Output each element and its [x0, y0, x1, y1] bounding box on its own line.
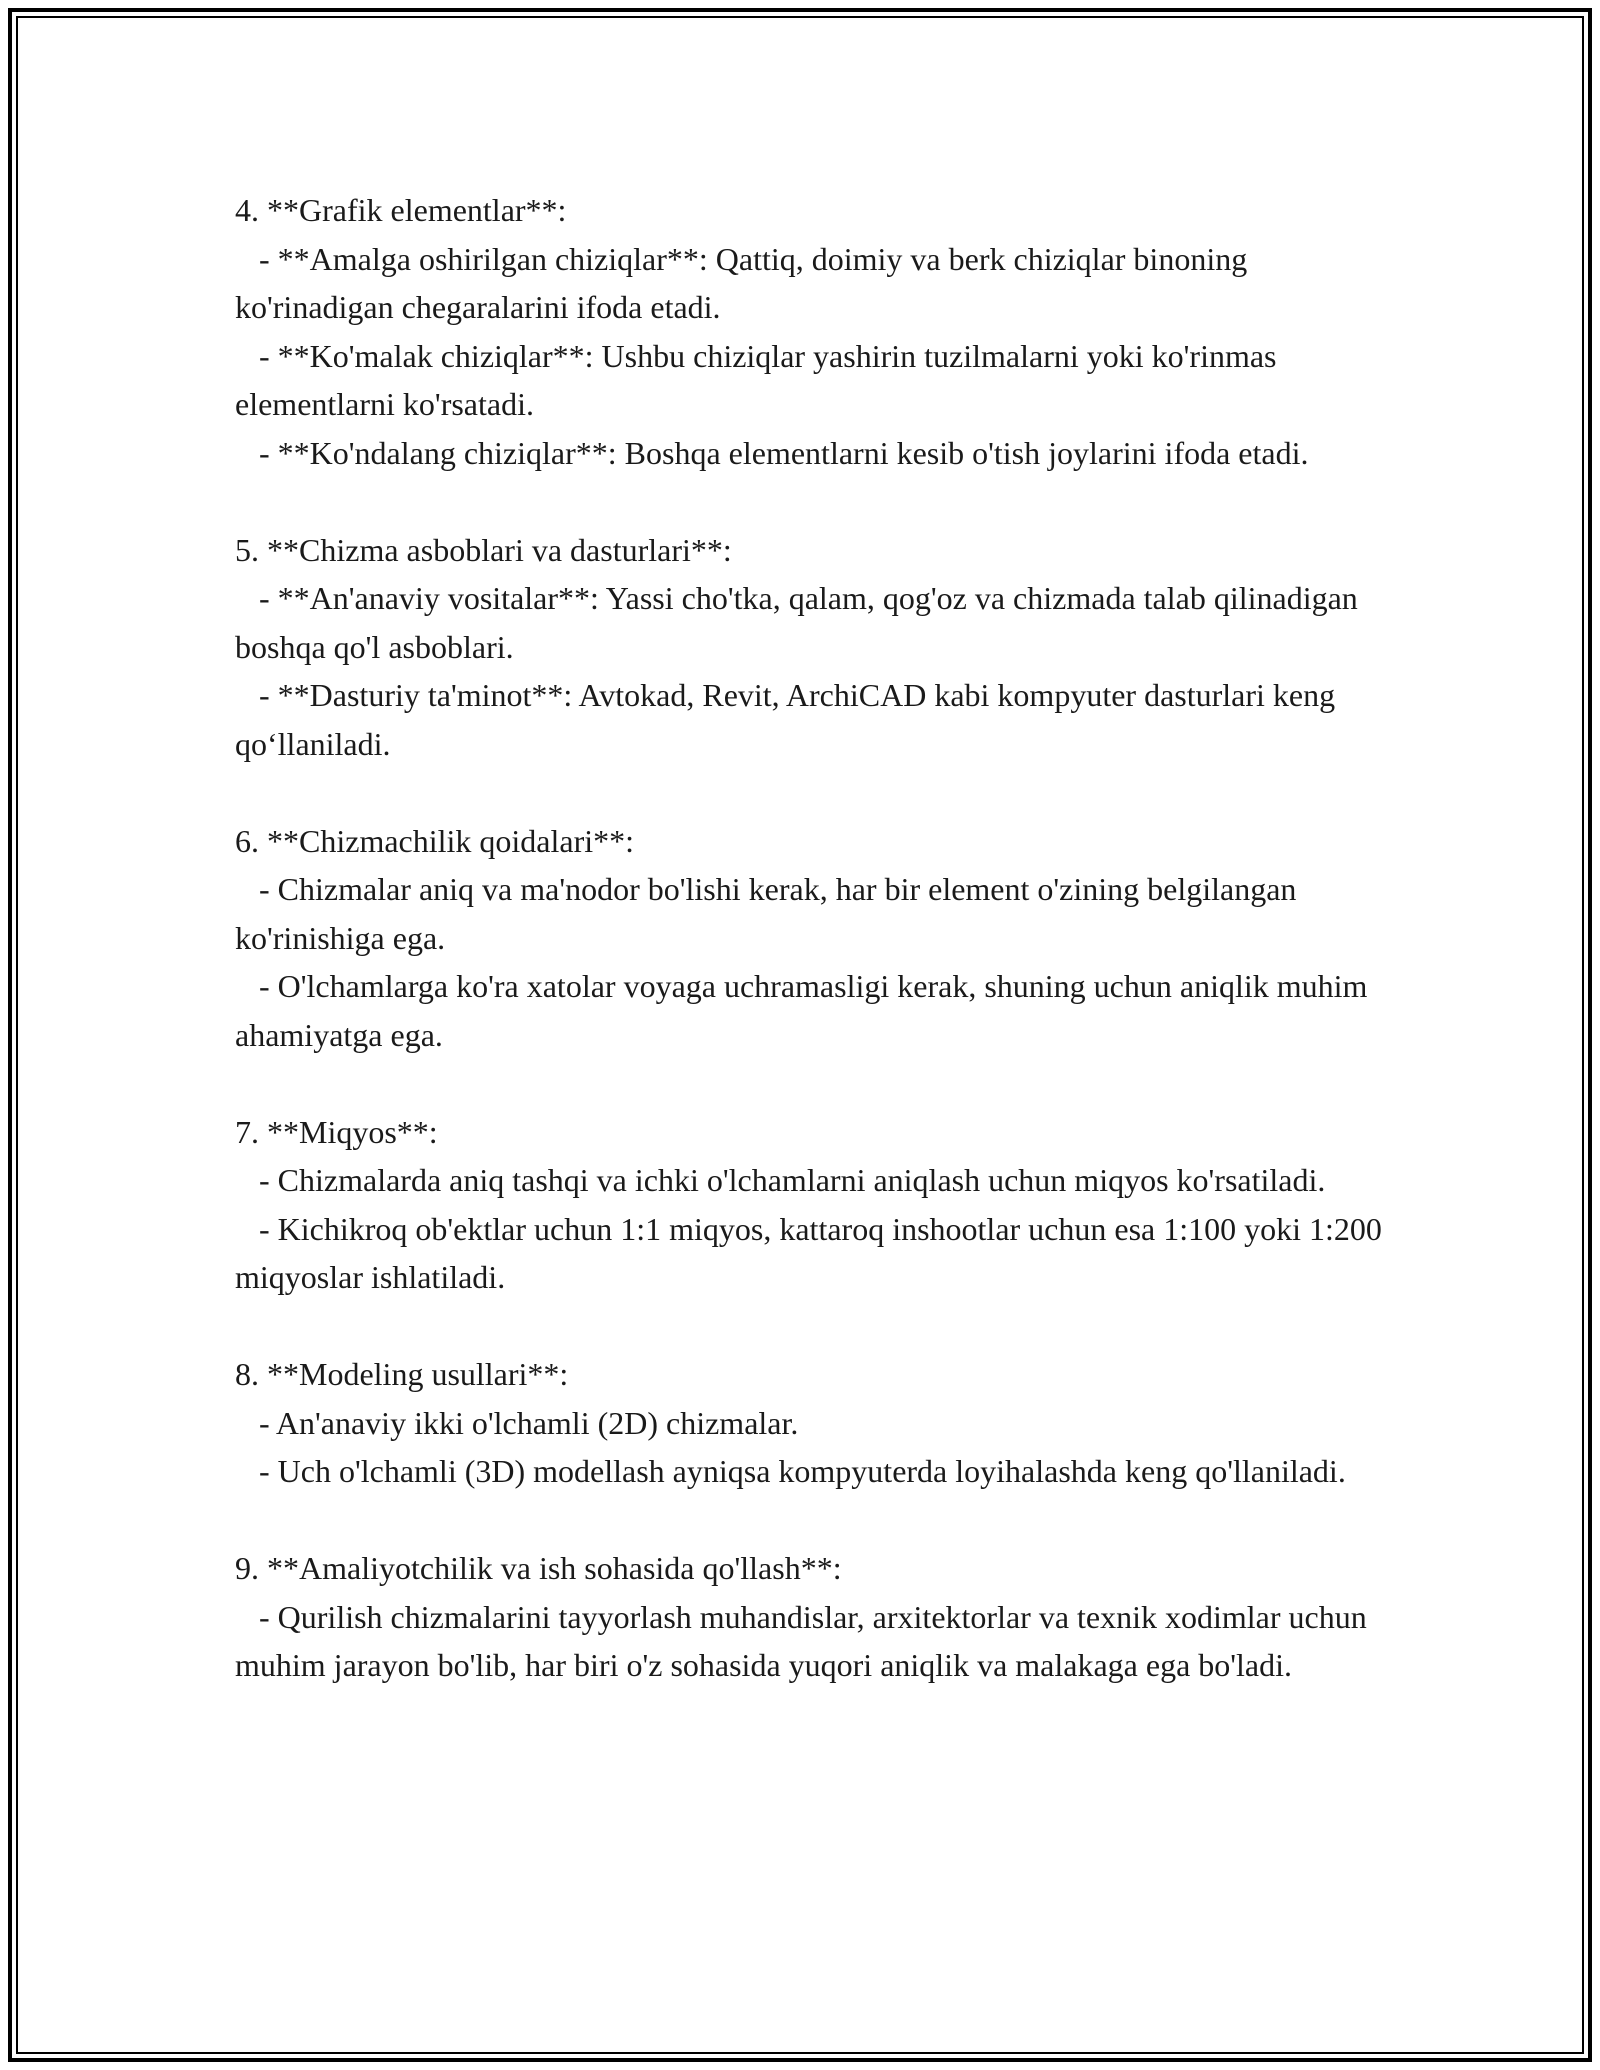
list-item: - An'anaviy ikki o'lchamli (2D) chizmalar. [235, 1404, 799, 1441]
list-item: - **Amalga oshirilgan chiziqlar**: Qattiq, doimiy va berk chiziqlar binoning ko'rinadigan chegaralarini ifoda etadi. [235, 240, 1256, 325]
section-6 [235, 817, 1410, 1060]
section-heading: 8. **Modeling usullari**: [235, 1356, 569, 1392]
section-heading: 7. **Miqyos**: [235, 1113, 438, 1150]
list-item: - Uch o'lchamli (3D) modellash ayniqsa kompyuterda loyihalashda keng qo'llaniladi. [235, 1453, 1346, 1489]
list-item: - **An'anaviy vositalar**: Yassi cho'tka, qalam, qog'oz va chizmada talab qilinadigan boshqa qo'l asboblari. [235, 580, 1366, 665]
section-heading: 5. **Chizma asboblari va dasturlari**: [235, 531, 732, 568]
list-item: - Kichikroq ob'ektlar uchun 1:1 miqyos, kattaroq inshootlar uchun esa 1:100 yoki 1:200 miqyoslar ishlatiladi. [235, 1210, 1390, 1295]
section-9 [235, 1544, 1410, 1690]
list-item: - **Ko'ndalang chiziqlar**: Boshqa elementlarni kesib o'tish joylarini ifoda etadi. [235, 434, 1309, 471]
section-heading: 6. **Chizmachilik qoidalari**: [235, 822, 635, 859]
list-item: - Chizmalar aniq va ma'nodor bo'lishi kerak, har bir element o'zining belgilangan ko'rinishiga ega. [235, 871, 1305, 956]
section-heading: 4. **Grafik elementlar**: [235, 192, 567, 228]
section-8 [235, 1350, 1410, 1496]
list-item: - Chizmalarda aniq tashqi va ichki o'lchamlarni aniqlash uchun miqyos ko'rsatiladi. [235, 1162, 1326, 1198]
section-4 [235, 186, 1410, 477]
list-item: - **Ko'malak chiziqlar**: Ushbu chiziqlar yashirin tuzilmalarni yoki ko'rinmas elementlarni ko'rsatadi. [235, 337, 1285, 422]
section-5 [235, 526, 1410, 769]
section-heading: 9. **Amaliyotchilik va ish sohasida qo'llash**: [235, 1550, 842, 1586]
list-item: - O'lchamlarga ko'ra xatolar voyaga uchramasligi kerak, shuning uchun aniqlik muhim ahamiyatga ega. [235, 968, 1376, 1053]
section-7 [235, 1108, 1410, 1302]
document-body [235, 186, 1410, 1690]
list-item: - **Dasturiy ta'minot**: Avtokad, Revit, ArchiCAD kabi kompyuter dasturlari keng qo‘llaniladi. [235, 677, 1344, 762]
list-item: - Qurilish chizmalarini tayyorlash muhandislar, arxitektorlar va texnik xodimlar uchun muhim jarayon bo'lib, har biri o'z sohasida yuqori aniqlik va malakaga ega bo'ladi. [235, 1598, 1375, 1683]
